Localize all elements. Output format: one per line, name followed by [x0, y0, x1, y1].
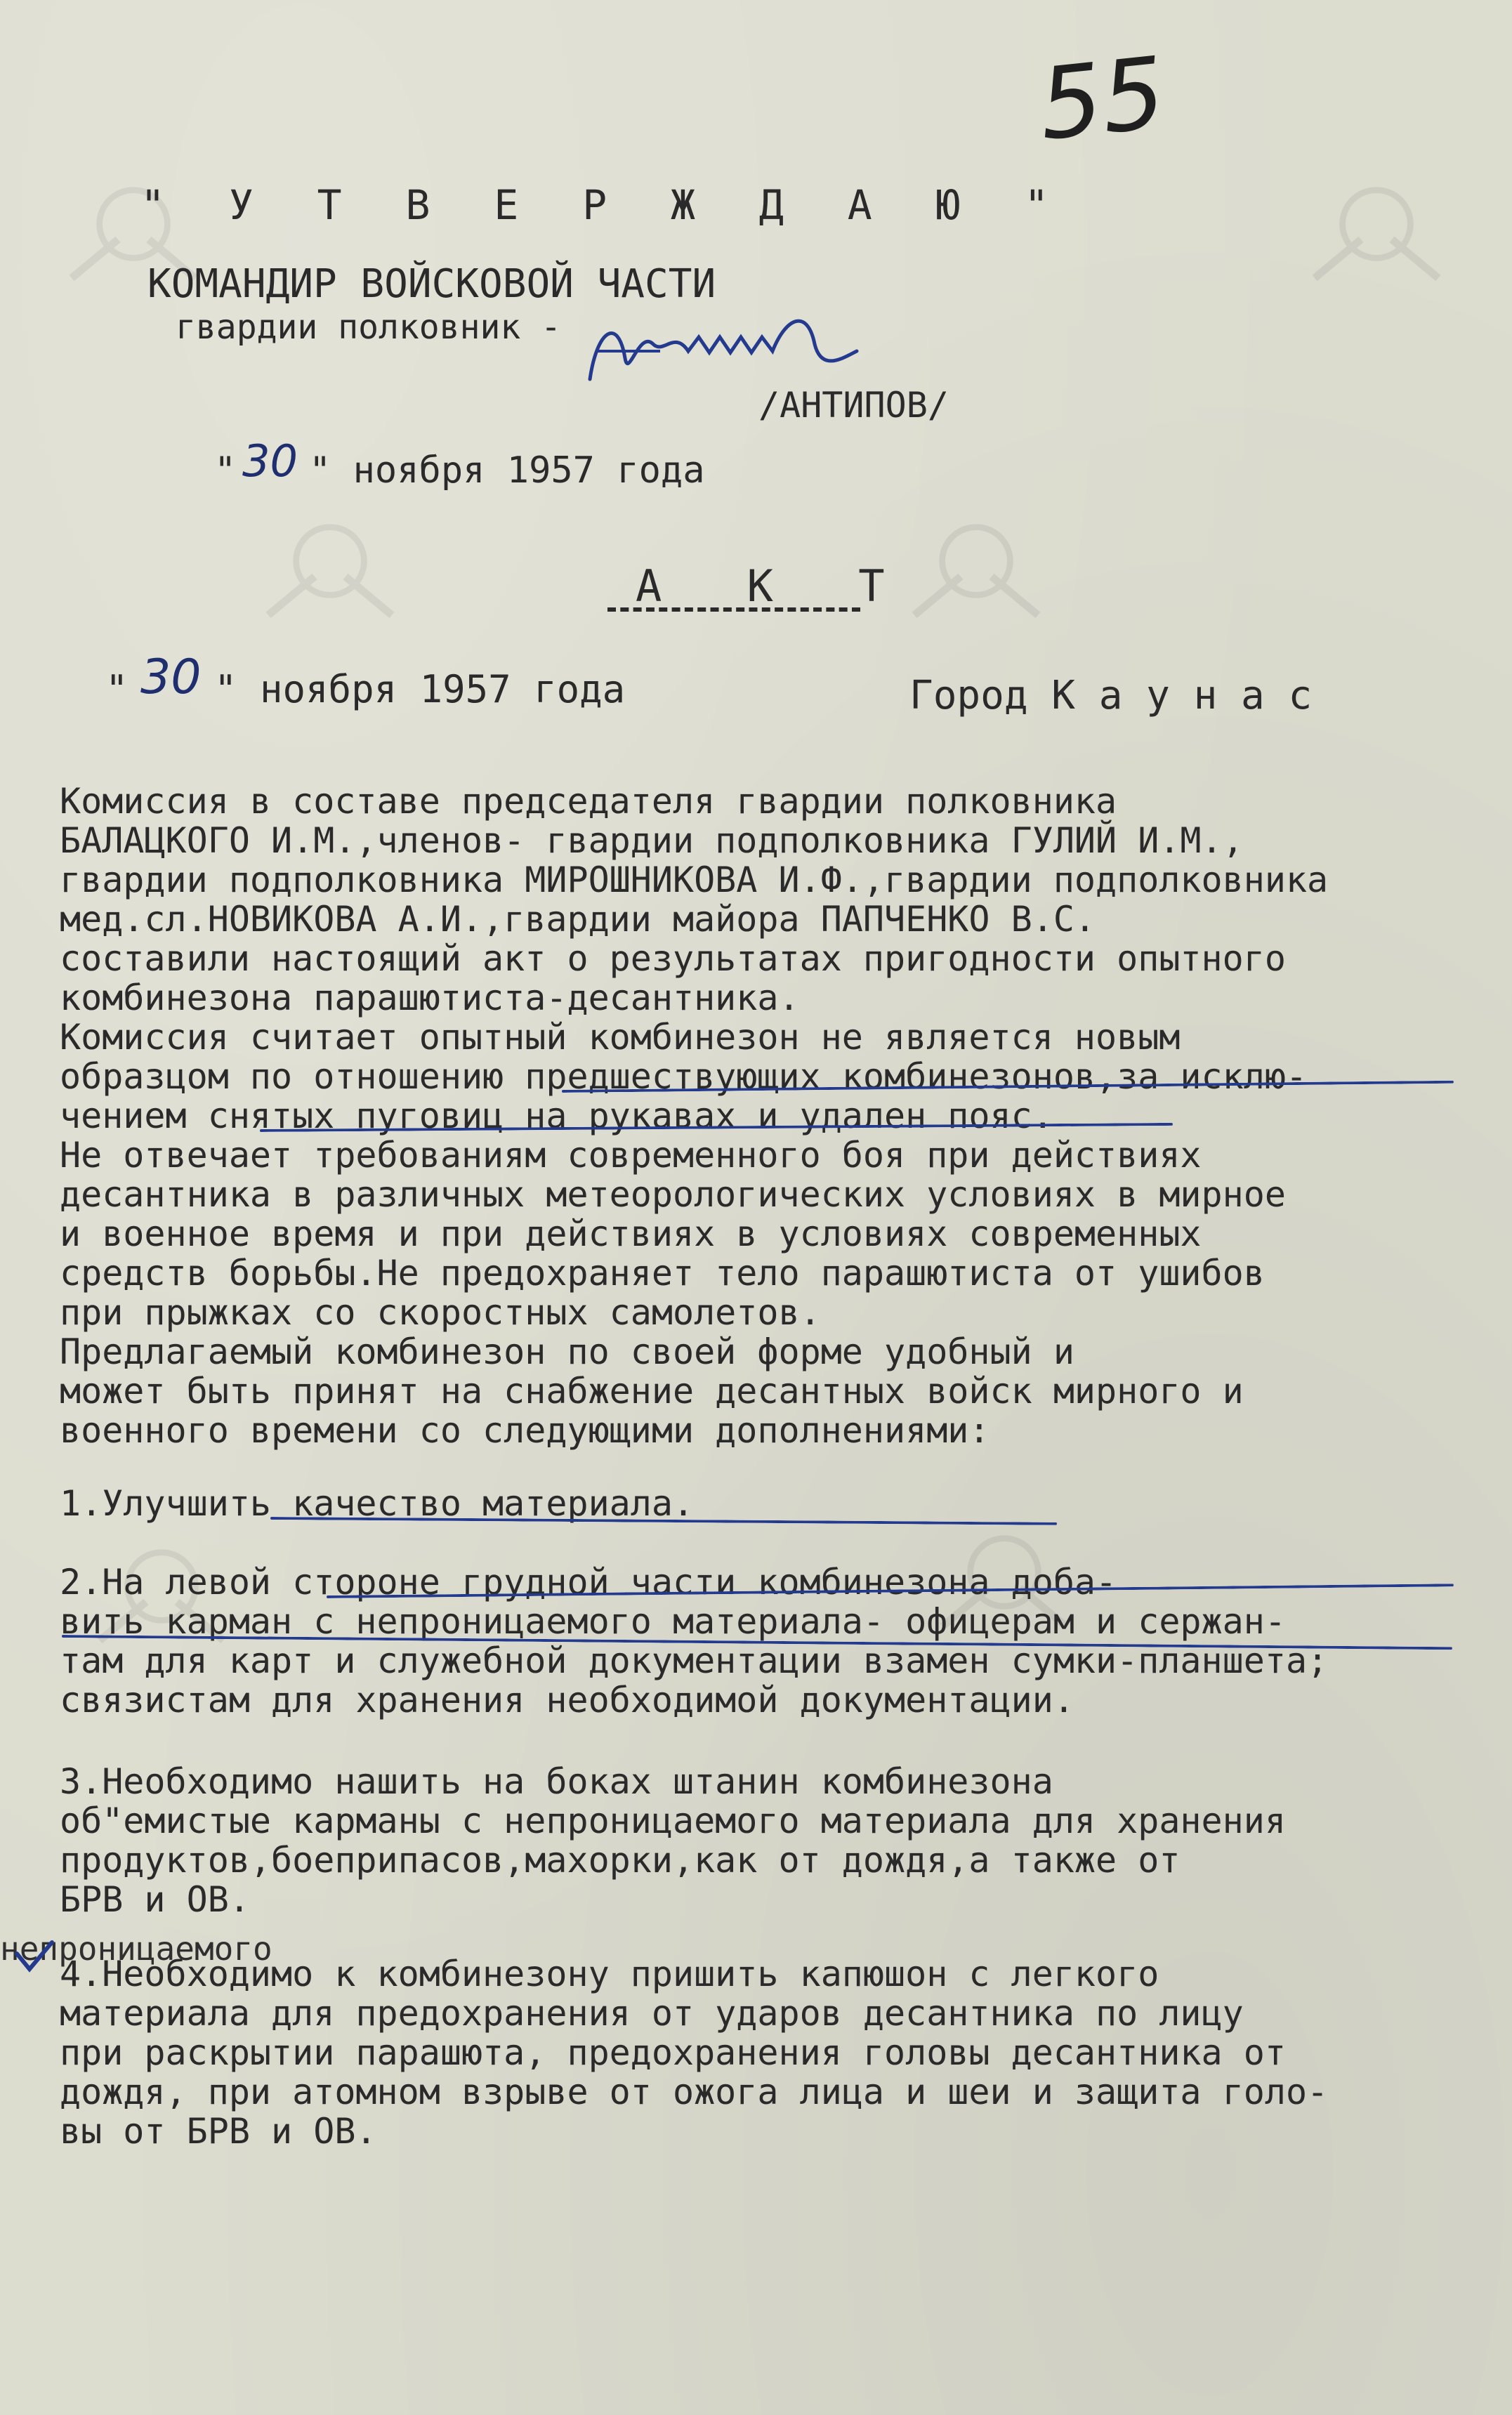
item-line: об"емистые карманы с непроницаемого материала для хранения: [60, 1801, 1286, 1841]
watermark-crest-icon: [253, 492, 407, 646]
approval-date-day: 30: [242, 435, 298, 487]
approval-date: " ноября 1957 года: [309, 449, 705, 492]
act-city: Город К а у н а с: [909, 673, 1313, 718]
body-line: БАЛАЦКОГО И.М.,членов- гвардии подполковника ГУЛИЙ И.М.,: [60, 820, 1244, 861]
body-line: составили настоящий акт о результатах пригодности опытного: [60, 938, 1286, 979]
body-line: Предлагаемый комбинезон по своей форме удобный и: [60, 1331, 1074, 1372]
body-line: и военное время и при действиях в условиях современных: [60, 1213, 1202, 1254]
watermark-crest-icon: [1299, 154, 1454, 309]
body-line: Комиссия считает опытный комбинезон не является новым: [60, 1017, 1181, 1058]
act-date-open-quote: ": [105, 667, 129, 711]
item-line: 1.Улучшить качество материала.: [60, 1483, 695, 1524]
item-line: при раскрытии парашюта, предохранения головы десантника от: [60, 2032, 1286, 2073]
approve-heading: " У Т В Е Р Ж Д А Ю ": [140, 181, 1069, 229]
item-line: 4.Необходимо к комбинезону пришить капюшон с легкого: [60, 1954, 1159, 1994]
item-line: связистам для хранения необходимой документации.: [60, 1680, 1074, 1720]
act-date-day: 30: [140, 650, 202, 705]
margin-note: непроницаемого: [0, 1930, 272, 1968]
commander-rank: гвардии полковник -: [176, 308, 562, 347]
body-line: образцом по отношению предшествующих комбинезонов,за исклю-: [60, 1056, 1308, 1097]
item-line: дождя, при атомном взрыве от ожога лица и шеи и защита голо-: [60, 2072, 1329, 2112]
body-line: при прыжках со скоростных самолетов.: [60, 1292, 821, 1333]
body-line: средств борьбы.Не предохраняет тело парашютиста от ушибов: [60, 1253, 1265, 1294]
document-title: А К Т: [636, 560, 914, 612]
body-line: гвардии подполковника МИРОШНИКОВА И.Ф.,гвардии подполковника: [60, 860, 1329, 900]
body-line: Комиссия в составе председателя гвардии полковника: [60, 781, 1117, 822]
body-line: чением снятых пуговиц на рукавах и удален пояс.: [60, 1095, 1053, 1136]
body-line: десантника в различных метеорологических условиях в мирное: [60, 1174, 1286, 1215]
checkmark-icon: [13, 1938, 55, 1973]
item-line: вить карман с непроницаемого материала- офицерам и сержан-: [60, 1601, 1286, 1642]
commander-title: КОМАНДИР ВОЙСКОВОЙ ЧАСТИ: [147, 261, 716, 307]
title-underline: [607, 607, 860, 612]
item-line: вы от БРВ и ОВ.: [60, 2111, 377, 2152]
body-line: мед.сл.НОВИКОВА А.И.,гвардии майора ПАПЧЕНКО В.С.: [60, 899, 1096, 940]
body-line: комбинезона парашютиста-десантника.: [60, 978, 800, 1018]
item-line: материала для предохранения от ударов десантника по лицу: [60, 1993, 1244, 2034]
body-line: военного времени со следующими дополнениями:: [60, 1410, 990, 1451]
act-date: " ноября 1957 года: [214, 667, 626, 711]
item-line: 2.На левой стороне грудной части комбинезона доба-: [60, 1562, 1117, 1603]
page-number: 55: [1033, 36, 1171, 163]
item-line: продуктов,боеприпасов,махорки,как от дождя,а также от: [60, 1840, 1181, 1881]
body-line: может быть принят на снабжение десантных войск мирного и: [60, 1371, 1244, 1412]
item-line: 3.Необходимо нашить на боках штанин комбинезона: [60, 1761, 1053, 1802]
item-line: там для карт и служебной документации взамен сумки-планшета;: [60, 1640, 1329, 1681]
body-line: Не отвечает требованиям современного боя при действиях: [60, 1135, 1202, 1176]
watermark-crest-icon: [899, 492, 1053, 646]
approval-date-open-quote: ": [214, 449, 237, 492]
commander-name: /АНТИПОВ/: [758, 385, 949, 426]
item-line: БРВ и ОВ.: [60, 1879, 250, 1920]
